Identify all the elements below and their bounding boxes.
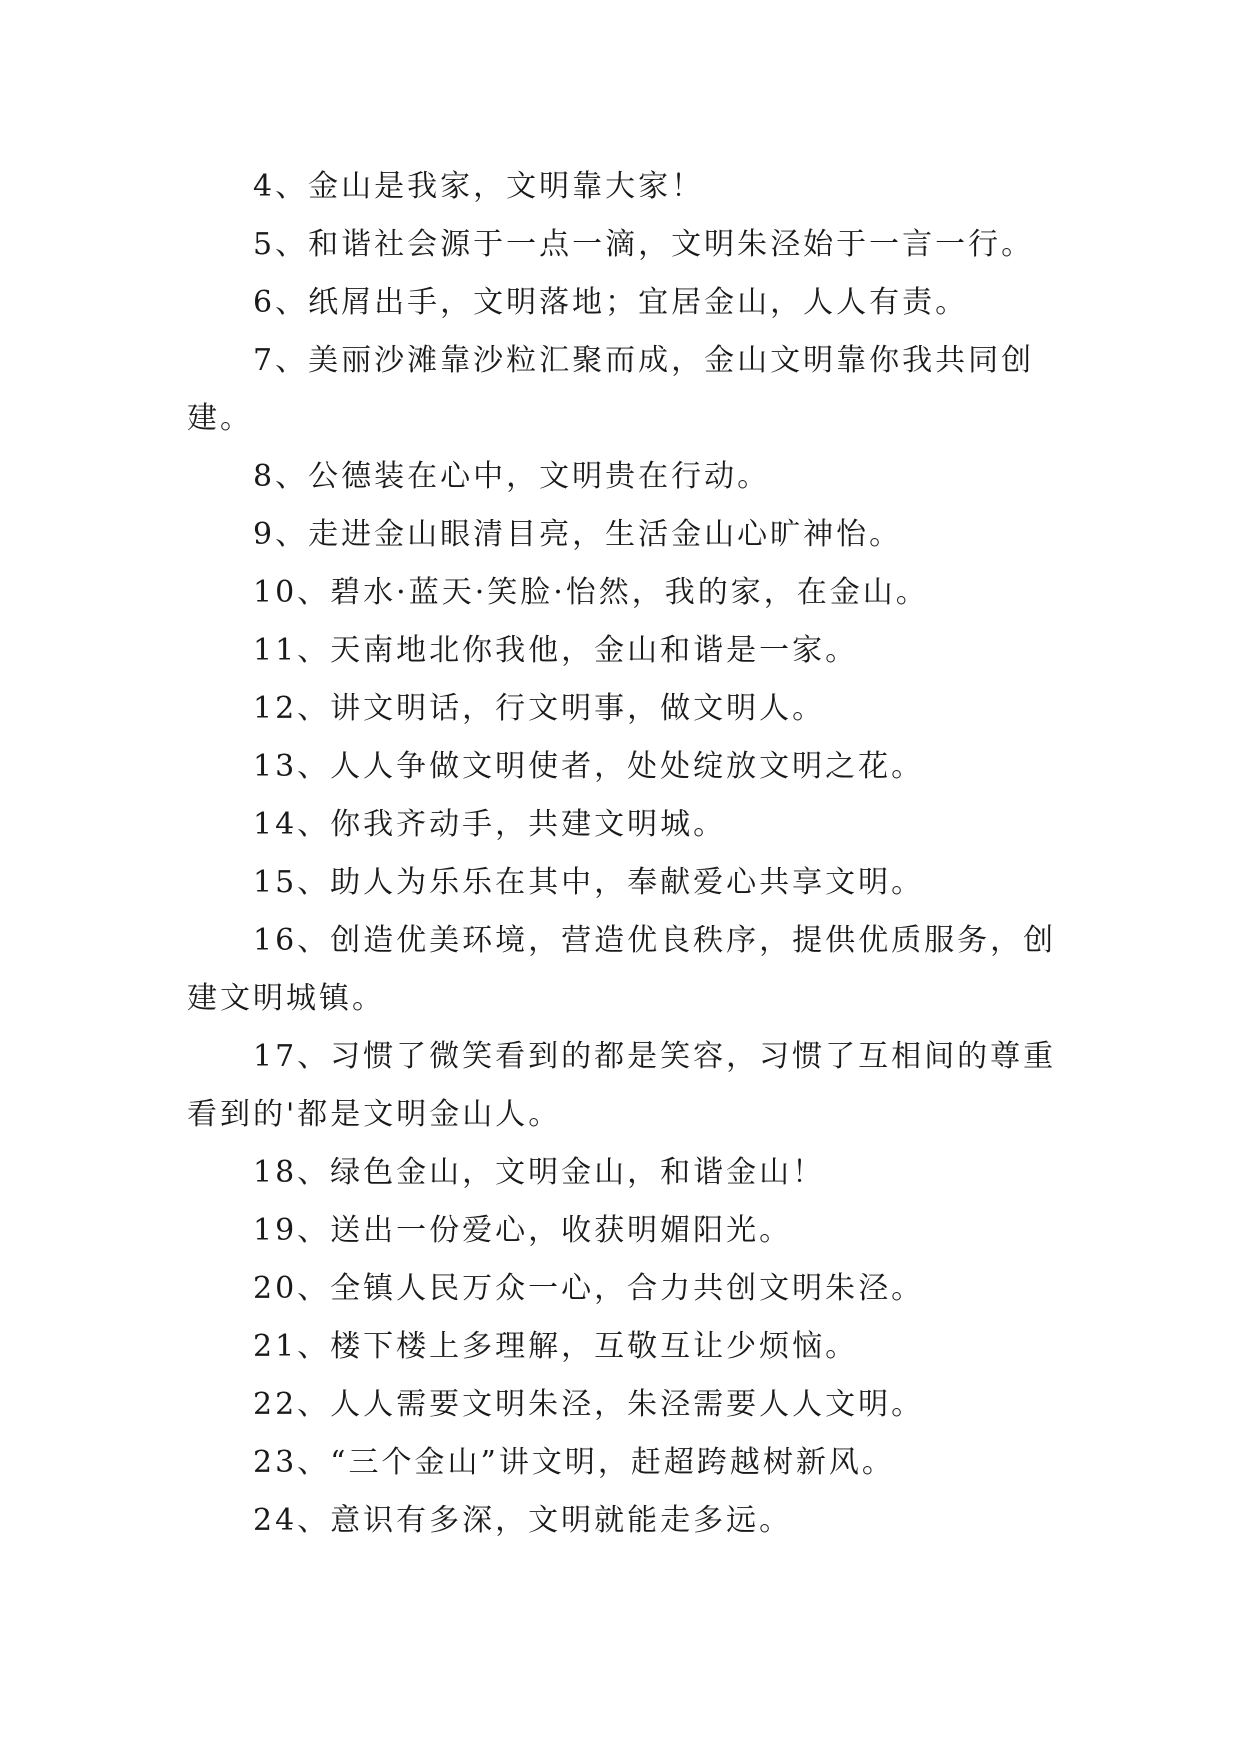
slogan-paragraph: 9、走进金山眼清目亮，生活金山心旷神怡。 [253, 517, 903, 552]
slogan-paragraph: 14、你我齐动手，共建文明城。 [253, 807, 727, 842]
slogan-paragraph: 20、全镇人民万众一心，合力共创文明朱泾。 [253, 1271, 925, 1306]
slogan-paragraph: 15、助人为乐乐在其中，奉献爱心共享文明。 [253, 865, 925, 900]
slogan-paragraph: 18、绿色金山，文明金山，和谐金山！ [253, 1155, 826, 1190]
slogan-paragraph: 17、习惯了微笑看到的都是笑容，习惯了互相间的尊重看到的'都是文明金山人。 [187, 1039, 1057, 1132]
slogan-paragraph: 13、人人争做文明使者，处处绽放文明之花。 [253, 749, 925, 784]
slogan-paragraph: 22、人人需要文明朱泾，朱泾需要人人文明。 [253, 1387, 925, 1422]
slogan-paragraph: 21、楼下楼上多理解，互敬互让少烦恼。 [253, 1329, 859, 1364]
slogan-paragraph: 6、纸屑出手，文明落地；宜居金山，人人有责。 [253, 285, 969, 320]
slogan-paragraph: 24、意识有多深，文明就能走多远。 [253, 1503, 793, 1538]
slogan-paragraph: 23、“三个金山”讲文明，赶超跨越树新风。 [253, 1445, 895, 1480]
slogan-paragraph: 11、天南地北你我他，金山和谐是一家。 [253, 633, 859, 668]
slogan-paragraph: 12、讲文明话，行文明事，做文明人。 [253, 691, 826, 726]
document-body [187, 158, 1057, 1550]
slogan-paragraph: 8、公德装在心中，文明贵在行动。 [253, 459, 771, 494]
slogan-paragraph: 5、和谐社会源于一点一滴，文明朱泾始于一言一行。 [253, 227, 1035, 262]
slogan-paragraph: 7、美丽沙滩靠沙粒汇聚而成，金山文明靠你我共同创建。 [187, 343, 1035, 436]
slogan-paragraph: 10、碧水·蓝天·笑脸·怡然，我的家，在金山。 [253, 575, 929, 610]
slogan-paragraph: 16、创造优美环境，营造优良秩序，提供优质服务，创建文明城镇。 [187, 923, 1057, 1016]
slogan-paragraph: 19、送出一份爱心，收获明媚阳光。 [253, 1213, 793, 1248]
slogan-paragraph: 4、金山是我家，文明靠大家！ [253, 169, 705, 204]
